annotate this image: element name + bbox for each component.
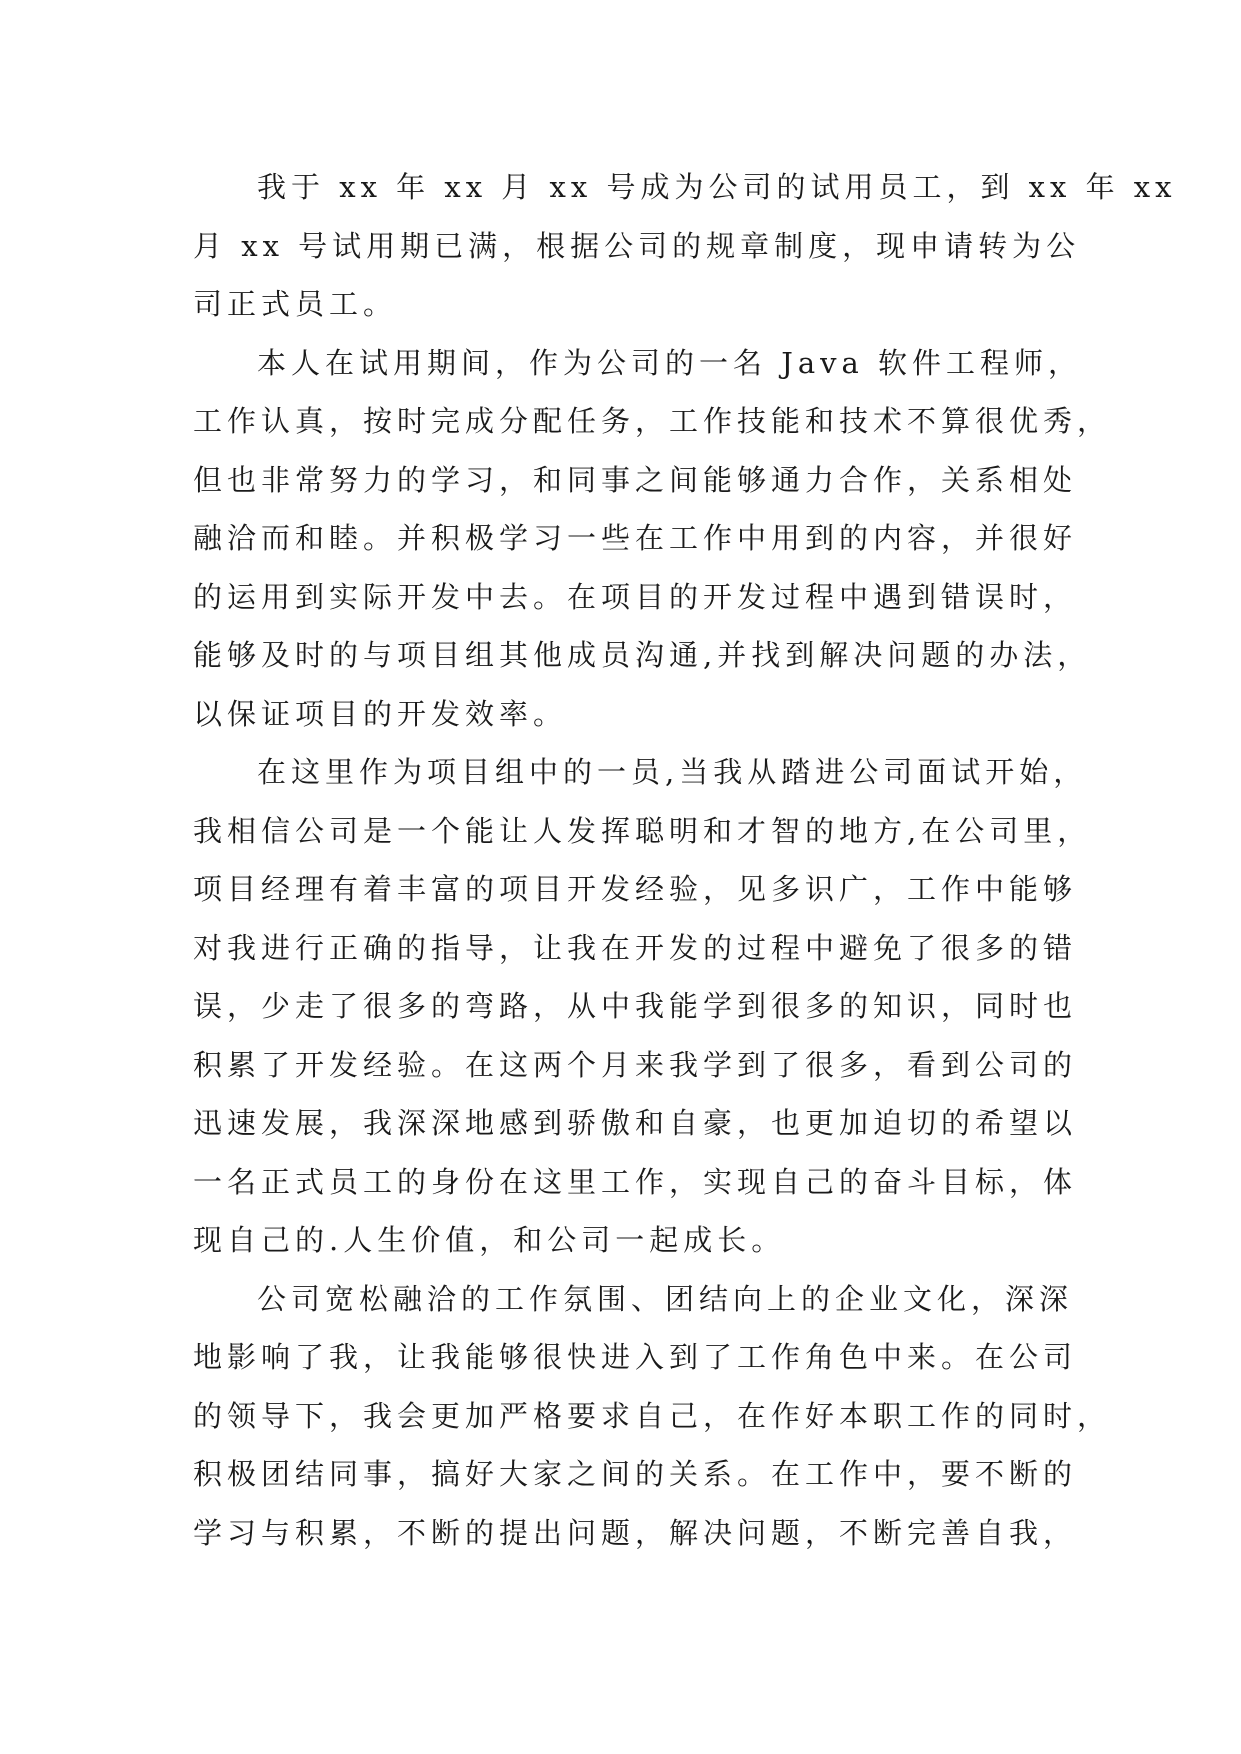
text-line: 本人在试用期间，作为公司的一名 Java 软件工程师，: [257, 345, 1083, 380]
text-line: 一名正式员工的身份在这里工作，实现自己的奋斗目标，体: [193, 1164, 1078, 1199]
text-line: 积累了开发经验。在这两个月来我学到了很多，看到公司的: [193, 1047, 1078, 1082]
text-line: 的运用到实际开发中去。在项目的开发过程中遇到错误时，: [193, 579, 1078, 614]
paragraph-4: [193, 1270, 1112, 1563]
text-line: 学习与积累，不断的提出问题，解决问题，不断完善自我，: [193, 1515, 1078, 1550]
text-line: 融洽而和睦。并积极学习一些在工作中用到的内容，并很好: [193, 521, 1078, 555]
text-line: 我于 xx 年 xx 月 xx 号成为公司的试用员工，到 xx 年 xx: [257, 170, 1177, 204]
text-line: 项目经理有着丰富的项目开发经验，见多识广，工作中能够: [193, 872, 1078, 906]
paragraph-3: [193, 743, 1092, 1270]
text-line: 误，少走了很多的弯路，从中我能学到很多的知识，同时也: [193, 989, 1078, 1023]
text-line: 但也非常努力的学习，和同事之间能够通力合作，关系相处: [193, 462, 1078, 497]
paragraph-1: [193, 158, 1177, 334]
text-line: 我相信公司是一个能让人发挥聪明和才智的地方,在公司里，: [193, 813, 1092, 848]
text-line: 地影响了我，让我能够很快进入到了工作角色中来。在公司: [193, 1340, 1078, 1374]
text-line: 公司宽松融洽的工作氛围、团结向上的企业文化，深深: [257, 1281, 1074, 1316]
text-line: 能够及时的与项目组其他成员沟通,并找到解决问题的办法，: [193, 638, 1092, 672]
text-line: 对我进行正确的指导，让我在开发的过程中避免了很多的错: [193, 930, 1078, 965]
text-line: 月 xx 号试用期已满，根据公司的规章制度，现申请转为公: [193, 228, 1081, 263]
text-line: 在这里作为项目组中的一员,当我从踏进公司面试开始，: [257, 755, 1088, 789]
text-line: 以保证项目的开发效率。: [193, 696, 568, 731]
text-line: 司正式员工。: [193, 287, 398, 321]
text-line: 积极团结同事，搞好大家之间的关系。在工作中，要不断的: [193, 1457, 1078, 1491]
paragraph-2: [193, 334, 1112, 744]
text-line: 工作认真，按时完成分配任务，工作技能和技术不算很优秀，: [193, 404, 1112, 438]
text-line: 迅速发展，我深深地感到骄傲和自豪，也更加迫切的希望以: [193, 1106, 1078, 1140]
text-line: 的领导下，我会更加严格要求自己，在作好本职工作的同时，: [193, 1398, 1112, 1433]
document-body: [193, 158, 1177, 1562]
text-line: 现自己的.人生价值，和公司一起成长。: [193, 1223, 786, 1257]
